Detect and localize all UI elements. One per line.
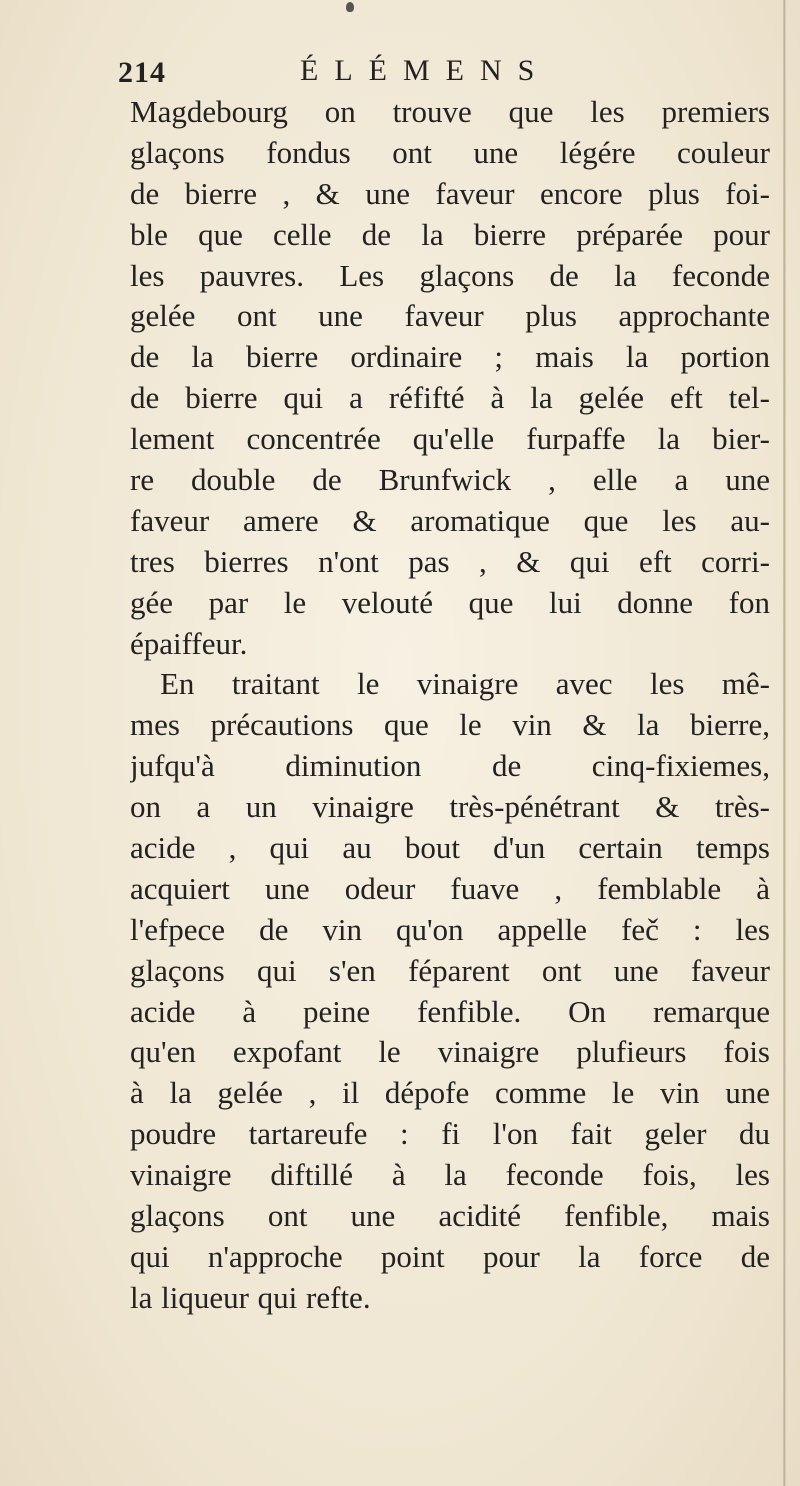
text-line: Magdebourg on trouve que les premiers <box>130 94 770 129</box>
text-line: jufqu'à diminution de cinq-fixiemes, <box>130 748 770 784</box>
text-line: on a un vinaigre très-pénétrant & très- <box>130 789 770 825</box>
text-line: lement concentrée qu'elle furpaffe la bier- <box>130 421 770 457</box>
text-line: glaçons qui s'en féparent ont une faveur <box>130 952 770 988</box>
text-line: glaçons fondus ont une légére couleur <box>130 134 770 170</box>
body-text <box>130 92 770 1319</box>
text-line: qu'en expofant le vinaigre plufieurs fois <box>130 1034 770 1070</box>
text-line: de bierre , & une faveur encore plus foi- <box>130 175 770 211</box>
ink-mark <box>346 2 354 12</box>
text-line: la liqueur qui refte. <box>130 1279 371 1315</box>
running-head: ÉLÉMENS <box>300 54 551 87</box>
text-line: gelée ont une faveur plus approchante <box>130 298 770 334</box>
text-line: glaçons ont une acidité fenfible, mais <box>130 1198 770 1234</box>
text-line: poudre tartareufe : fi l'on fait geler du <box>130 1116 770 1152</box>
page-number: 214 <box>118 56 166 89</box>
page-header <box>118 42 718 92</box>
text-line: de bierre qui a réfifté à la gelée eft tel- <box>130 380 770 416</box>
text-line: qui n'approche point pour la force de <box>130 1238 770 1274</box>
text-line: à la gelée , il dépofe comme le vin une <box>130 1075 770 1111</box>
text-line: acide à peine fenfible. On remarque <box>130 993 770 1029</box>
text-line: vinaigre diftillé à la feconde fois, les <box>130 1157 770 1193</box>
text-line: acquiert une odeur fuave , femblable à <box>130 870 770 906</box>
text-line: tres bierres n'ont pas , & qui eft corri- <box>130 543 770 579</box>
text-line: de la bierre ordinaire ; mais la portion <box>130 339 770 375</box>
page-edge <box>783 0 786 1486</box>
text-line: mes précautions que le vin & la bierre, <box>130 707 770 743</box>
text-line: faveur amere & aromatique que les au- <box>130 502 770 538</box>
text-line: ble que celle de la bierre préparée pour <box>130 216 770 252</box>
text-line: gée par le velouté que lui donne fon <box>130 584 770 620</box>
text-line: les pauvres. Les glaçons de la feconde <box>130 257 770 293</box>
text-line: l'efpece de vin qu'on appelle feč : les <box>130 911 770 947</box>
text-line: épaiffeur. <box>130 625 248 661</box>
text-line: re double de Brunfwick , elle a une <box>130 462 770 498</box>
text-line: acide , qui au bout d'un certain temps <box>130 830 770 866</box>
paragraph-start-line: En traitant le vinaigre avec les mê- <box>160 666 770 702</box>
